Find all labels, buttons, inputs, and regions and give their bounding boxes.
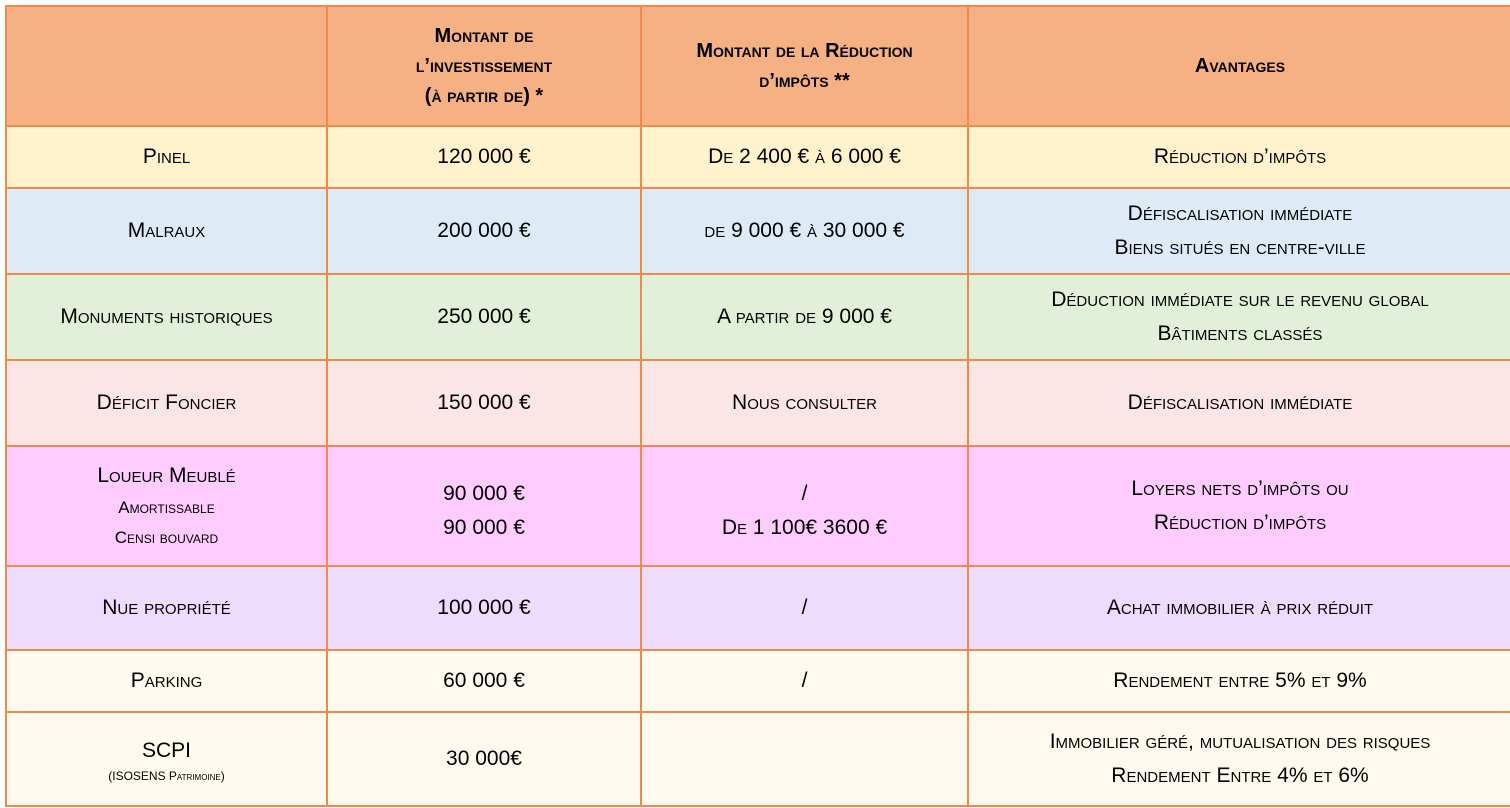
investment-amount: 200 000 € [327,188,641,274]
scheme-name: Malraux [6,188,327,274]
header-row [6,6,1510,126]
table-row-pinel [6,126,1510,188]
table-row-parking [6,650,1510,712]
investment-amount: 150 000 € [327,360,641,446]
header-tax-reduction-amount: Montant de la Réduction d’impôts ** [641,6,968,126]
tax-reduction: / [641,566,968,650]
investment-amount: 120 000 € [327,126,641,188]
scheme-name: Pinel [6,126,327,188]
table-row-malraux [6,188,1510,274]
investment-amount: 250 000 € [327,274,641,360]
tax-reduction: De 2 400 € à 6 000 € [641,126,968,188]
header-empty-cell [6,6,327,126]
scheme-name: Parking [6,650,327,712]
table-row-loueur-meuble [6,446,1510,566]
header-investment-amount: Montant de l’investissement (à partir de) * [327,6,641,126]
table-row-monuments-historiques [6,274,1510,360]
scheme-name: Monuments historiques [6,274,327,360]
scheme-name: Nue propriété [6,566,327,650]
tax-reduction: / [641,650,968,712]
scheme-name: SCPI (ISOSENS Patrimoine) [6,712,327,806]
investment-comparison-table [5,5,1510,807]
table-row-nue-propriete [6,566,1510,650]
tax-reduction: A partir de 9 000 € [641,274,968,360]
tax-reduction: de 9 000 € à 30 000 € [641,188,968,274]
advantages: Déduction immédiate sur le revenu global Bâtiments classés [968,274,1510,360]
advantages: Réduction d’impôts [968,126,1510,188]
scheme-name: Loueur Meublé Amortissable Censi bouvard [6,446,327,566]
advantages: Rendement entre 5% et 9% [968,650,1510,712]
investment-amount: 90 000 € 90 000 € [327,446,641,566]
advantages: Défiscalisation immédiate Biens situés en centre-ville [968,188,1510,274]
tax-reduction [641,712,968,806]
advantages: Immobilier géré, mutualisation des risques Rendement Entre 4% et 6% [968,712,1510,806]
table-row-scpi [6,712,1510,806]
tax-reduction: / De 1 100€ 3600 € [641,446,968,566]
investment-amount: 30 000€ [327,712,641,806]
table-row-deficit-foncier [6,360,1510,446]
header-advantages: Avantages [968,6,1510,126]
investment-amount: 100 000 € [327,566,641,650]
advantages: Loyers nets d’impôts ou Réduction d’impôts [968,446,1510,566]
advantages: Défiscalisation immédiate [968,360,1510,446]
tax-reduction: Nous consulter [641,360,968,446]
investment-amount: 60 000 € [327,650,641,712]
scheme-name: Déficit Foncier [6,360,327,446]
advantages: Achat immobilier à prix réduit [968,566,1510,650]
